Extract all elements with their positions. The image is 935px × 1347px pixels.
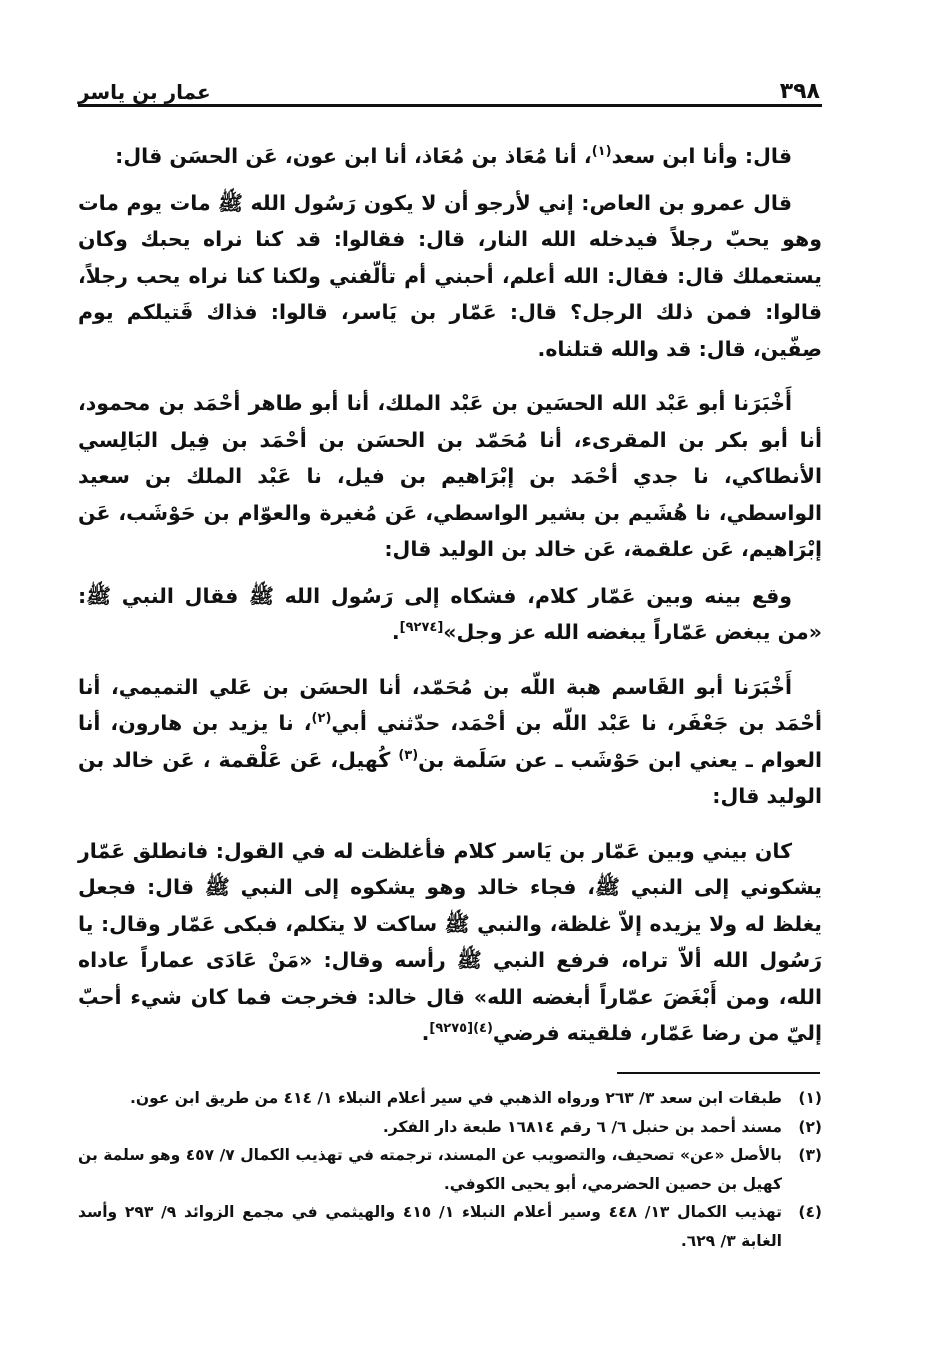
footnote-number: (٢) xyxy=(798,1117,822,1136)
paragraph-narration-1: قال عمرو بن العاص: إني لأرجو أن لا يكون رَسُول الله ﷺ مات يوم مات وهو يحبّ رجلاً فيدخله الله النار، قال: فقالوا: قد كنا نراه يحبك وكان يستعملك قال: فقال: الله أعلم، أحبني أم تألّفني ولكنا كنا نراه يحب رجلاً، قالوا: فمن ذلك الرجل؟ قال: عَمّار بن يَاسر، قالوا: فذاك قَتيلكم يوم صِفّين، قال: قد والله قتلناه. xyxy=(78,190,822,361)
paragraph-isnad-2 xyxy=(78,385,822,568)
paragraph-narration-2 xyxy=(78,578,822,651)
paragraph-text: أبو القَاسم هبة اللّه بن مُحَمّد، أنا الحسَن بن عَلي التميمي، أنا أحْمَد بن جَعْفَر، نا عَبْد اللّه بن أحْمَد، حدّثني أبي xyxy=(78,674,822,735)
lead-word: أَخْبَرَنا xyxy=(733,391,792,415)
footnote-item xyxy=(78,1141,822,1198)
hadith-number: [٩٢٧٤] xyxy=(399,620,444,636)
paragraph-text: وأنا ابن سعد xyxy=(611,144,745,168)
main-text xyxy=(78,138,822,1062)
footnote-item xyxy=(78,1113,822,1142)
footnote-number: (١) xyxy=(798,1089,822,1107)
paragraph-text: ، نا يزيد بن هارون، أنا العوام ـ يعني ابن حَوْشَب ـ عن سَلَمة بن xyxy=(78,711,822,772)
paragraph-isnad-1 xyxy=(78,138,822,175)
paragraph-end: . xyxy=(391,620,400,644)
footnote-number: (٤) xyxy=(798,1203,822,1221)
footnote-item xyxy=(78,1084,822,1113)
paragraph-text: ، أنا مُعَاذ بن مُعَاذ، أنا ابن عون، عَن الحسَن قال: xyxy=(115,144,592,168)
page-header xyxy=(78,70,820,104)
footnote-marker: (٣) xyxy=(398,747,419,763)
lead-word: قال: xyxy=(744,144,792,168)
paragraph-narration-3 xyxy=(78,833,822,1052)
footnote-text: تهذيب الكمال ١٣/ ٤٤٨ وسير أعلام النبلاء ١/ ٤١٥ والهيثمي في مجمع الزوائد ٩/ ٢٩٣ وأسد الغابة ٣/ ٦٢٩. xyxy=(78,1203,782,1250)
paragraph-isnad-3 xyxy=(78,669,822,815)
footnote-rule xyxy=(617,1072,820,1074)
footnote-marker: (٢) xyxy=(311,711,332,727)
paragraph-text: وقع بينه وبين عَمّار كلام، فشكاه إلى رَسُول الله ﷺ فقال النبي ﷺ: «من يبغض عَمّاراً يبغضه الله عز وجل» xyxy=(78,583,822,644)
hadith-number: [٩٢٧٥] xyxy=(429,1021,474,1037)
running-title: عمار بن ياسر xyxy=(78,80,211,104)
paragraph-text: كان بيني وبين عَمّار بن يَاسر كلام فأغلظت له في القول: فانطلق عَمّار يشكوني إلى النبي ﷺ، فجاء خالد وهو يشكوه إلى النبي ﷺ قال: فجعل يغلظ له ولا يزيده إلاّ غلظة، والنبي ﷺ ساكت لا يتكلم، فبكى عَمّار وقال: يا رَسُول الله ألاّ تراه، فرفع النبي ﷺ رأسه وقال: «مَنْ عَادَى عماراً عاداه الله، ومن أَبْغَضَ عمّاراً أبغضه الله» قال خالد: فخرجت فما كان شيء أحبّ إليّ من رضا عَمّار، فلقيته فرضي xyxy=(78,838,822,1045)
paragraph-end: . xyxy=(421,1021,430,1045)
footnote-marker: (١) xyxy=(591,144,612,160)
footnote-item xyxy=(78,1198,822,1255)
lead-word: أَخْبَرَنا xyxy=(733,674,792,699)
header-rule xyxy=(78,104,822,107)
footnotes xyxy=(78,1084,822,1255)
footnote-text: بالأصل «عن» تصحيف، والتصويب عن المسند، ترجمته في تهذيب الكمال ٧/ ٤٥٧ وهو سلمة بن كهيل بن حصين الحضرمي، أبو يحيى الكوفي. xyxy=(78,1146,782,1193)
page-number: ٣٩٨ xyxy=(779,79,820,104)
footnote-text: مسند أحمد بن حنبل ٦/ ٦ رقم ١٦٨١٤ طبعة دار الفكر. xyxy=(382,1117,782,1136)
paragraph-text: كُهيل، عَن عَلْقمة ، عَن خالد بن الوليد قال: xyxy=(78,747,822,808)
footnote-text: طبقات ابن سعد ٣/ ٢٦٣ ورواه الذهبي في سير أعلام النبلاء ١/ ٤١٤ من طريق ابن عون. xyxy=(129,1089,782,1107)
footnote-number: (٣) xyxy=(798,1146,822,1164)
footnote-marker: (٤) xyxy=(473,1021,493,1037)
paragraph-text: أبو عَبْد الله الحسَين بن عَبْد الملك، أنا أبو طاهر أحْمَد بن محمود، أنا أبو بكر بن المقرىء، أنا مُحَمّد بن الحسَن بن أحْمَد بن فِيل البَالِسي الأنطاكي، نا جدي أحْمَد بن إبْرَاهيم بن فيل، نا عَبْد الملك بن سعيد الواسطي، نا هُشَيم بن بشير الواسطي، عَن مُغيرة والعوّام بن حَوْشَب، عَن إبْرَاهيم، عَن علقمة، عَن خالد بن الوليد قال: xyxy=(78,391,822,561)
